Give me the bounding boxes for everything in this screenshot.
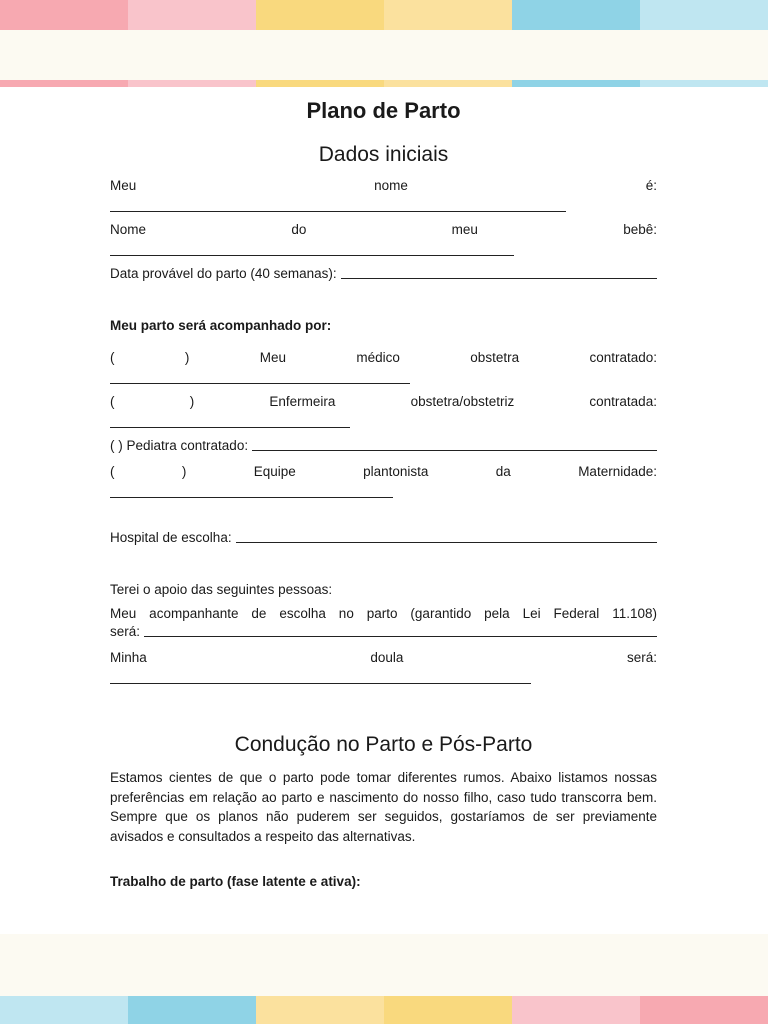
word: será:	[626, 650, 657, 665]
top-band-segment	[512, 0, 640, 30]
word: (	[110, 394, 115, 409]
word: Maternidade:	[578, 464, 657, 479]
word: médico	[356, 350, 400, 365]
thin-band-segment	[640, 80, 768, 87]
top-pale-strip	[0, 30, 768, 80]
labor-subheading: Trabalho de parto (fase latente e ativa):	[110, 874, 361, 889]
due-date-label: Data provável do parto (40 semanas):	[110, 266, 337, 281]
thin-band-segment	[384, 80, 512, 87]
bottom-band-segment	[384, 996, 512, 1024]
hospital-label: Hospital de escolha:	[110, 530, 232, 545]
word: meu	[451, 222, 478, 237]
word: Enfermeira	[269, 394, 336, 409]
companion-text: Meu acompanhante de escolha no parto (garantido pela Lei Federal 11.108)	[110, 606, 657, 621]
option-pediatrician[interactable]	[110, 436, 657, 456]
blank-line[interactable]	[110, 412, 350, 428]
word: do	[291, 222, 307, 237]
bottom-pale-strip	[0, 934, 768, 996]
blank-line[interactable]	[252, 436, 657, 451]
word: )	[189, 394, 195, 409]
blank-line[interactable]	[144, 622, 657, 637]
bottom-band-segment	[128, 996, 256, 1024]
top-band-segment	[0, 0, 128, 30]
blank-line[interactable]	[110, 668, 531, 684]
blank-line[interactable]	[110, 482, 393, 498]
thin-band-segment	[128, 80, 256, 87]
word: (	[110, 350, 115, 365]
field-doula[interactable]	[110, 648, 657, 684]
top-thin-band	[0, 80, 768, 87]
blank-line[interactable]	[341, 264, 657, 279]
field-hospital[interactable]	[110, 528, 657, 548]
word: contratada:	[589, 394, 657, 409]
section-heading-dados: Dados iniciais	[318, 143, 449, 166]
word: Minha	[110, 650, 147, 665]
field-due-date[interactable]	[110, 264, 657, 284]
word: )	[181, 464, 187, 479]
word: Meu	[259, 350, 287, 365]
companion-label: será:	[110, 624, 141, 639]
word: nome	[374, 178, 408, 193]
word: (	[110, 464, 115, 479]
word: obstetra/obstetriz	[410, 394, 515, 409]
option-maternity-team[interactable]	[110, 462, 657, 498]
thin-band-segment	[0, 80, 128, 87]
word: doula	[370, 650, 404, 665]
bottom-band-segment	[0, 996, 128, 1024]
word: )	[184, 350, 190, 365]
thin-band-segment	[512, 80, 640, 87]
blank-line[interactable]	[110, 196, 566, 212]
word: da	[495, 464, 511, 479]
field-baby-name[interactable]	[110, 220, 657, 256]
accompaniment-heading: Meu parto será acompanhado por:	[110, 318, 332, 333]
intro-paragraph: Estamos cientes de que o parto pode tomar diferentes rumos. Abaixo listamos nossas preferências em relação ao parto e nascimento do nosso filho, caso tudo transcorra bem. Sempre que os planos não puderem ser seguidos, gostaríamos de ser previamente avisados e consultados a respeito das alternativas.	[110, 770, 657, 844]
thin-band-segment	[256, 80, 384, 87]
support-heading: Terei o apoio das seguintes pessoas:	[110, 582, 333, 597]
top-color-band	[0, 0, 768, 30]
page-title: Plano de Parto	[306, 98, 461, 123]
word: bebê:	[623, 222, 657, 237]
blank-line[interactable]	[110, 240, 514, 256]
top-band-segment	[640, 0, 768, 30]
field-companion[interactable]	[110, 604, 657, 642]
word: Nome	[110, 222, 147, 237]
bottom-color-band	[0, 996, 768, 1024]
bottom-band-segment	[256, 996, 384, 1024]
word: obstetra	[470, 350, 520, 365]
blank-line[interactable]	[236, 528, 657, 543]
option-nurse[interactable]	[110, 392, 657, 428]
top-band-segment	[384, 0, 512, 30]
bottom-band-segment	[640, 996, 768, 1024]
option-doctor[interactable]	[110, 348, 657, 384]
pediatrician-label: ( ) Pediatra contratado:	[110, 438, 249, 453]
top-band-segment	[128, 0, 256, 30]
section-heading-conducao: Condução no Parto e Pós-Parto	[234, 733, 533, 756]
field-my-name[interactable]	[110, 176, 657, 212]
document-page	[110, 96, 657, 892]
word: é:	[645, 178, 657, 193]
word: Equipe	[253, 464, 296, 479]
word: contratado:	[589, 350, 657, 365]
word: plantonista	[363, 464, 429, 479]
word: Meu	[110, 178, 137, 193]
top-band-segment	[256, 0, 384, 30]
bottom-band-segment	[512, 996, 640, 1024]
blank-line[interactable]	[110, 368, 410, 384]
